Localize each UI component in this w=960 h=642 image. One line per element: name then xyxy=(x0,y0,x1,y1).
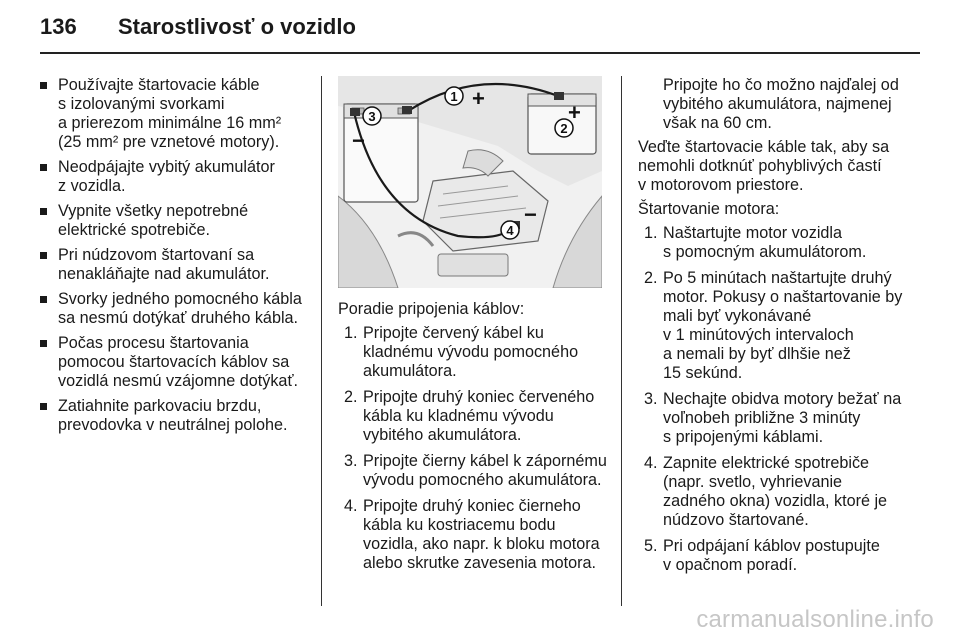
svg-text:4: 4 xyxy=(506,223,514,238)
bullet-text: Neodpájajte vybitý akumulátor z vozidla. xyxy=(58,158,275,195)
svg-text:2: 2 xyxy=(560,121,568,136)
column-divider-2 xyxy=(621,76,622,606)
left-column xyxy=(40,76,308,441)
list-item: 4. Zapnite elektrické spotrebiče (napr. svetlo, vyhrievanie zadného okna) vozidla, ktoré je núdzovo štartované. xyxy=(644,454,888,529)
svg-text:3: 3 xyxy=(368,109,376,124)
list-item: 1. Naštartujte motor vozidla s pomocným akumulátorom. xyxy=(644,224,867,261)
page-number: 136 xyxy=(40,14,77,39)
bullet-text: Používajte štartovacie káble s izolovanými svorkami a prierezom minimálne 16 mm² (25 mm² pre vznetové motory). xyxy=(58,76,282,151)
connection-order-intro: Poradie pripojenia káblov: xyxy=(338,300,525,318)
jump-start-illustration xyxy=(338,76,602,288)
list-item: 3. Pripojte čierny kábel k zápornému vývodu pomocného akumulátora. xyxy=(344,452,607,489)
list-item: 4. Pripojte druhý koniec čierneho kábla ku kostriacemu bodu vozidla, ako napr. k bloku motora alebo skrutke zavesenia motora. xyxy=(344,497,600,572)
bullet-text: Počas procesu štartovania pomocou štartovacích káblov sa vozidlá nesmú vzájomne dotýkať. xyxy=(58,334,299,390)
bullet-item xyxy=(40,76,308,152)
cable-routing-text: Veďte štartovacie káble tak, aby sa nemohli dotknúť pohyblivých častí v motorovom priestore. xyxy=(638,138,890,194)
bullet-text: Svorky jedného pomocného kábla sa nesmú dotýkať druhého kábla. xyxy=(58,290,302,327)
bullet-text: Pri núdzovom štartovaní sa nenakláňajte nad akumulátor. xyxy=(58,246,270,283)
callout-4 xyxy=(501,221,519,239)
bullet-item xyxy=(40,290,308,328)
bullet-item xyxy=(40,334,308,391)
bullet-item xyxy=(40,202,308,240)
bullet-item xyxy=(40,246,308,284)
header-rule xyxy=(40,52,920,54)
page-header xyxy=(0,0,960,60)
list-item: 1. Pripojte červený kábel ku kladnému vývodu pomocného akumulátora. xyxy=(344,324,579,380)
bullet-text: Vypnite všetky nepotrebné elektrické spotrebiče. xyxy=(58,202,249,239)
column-divider-1 xyxy=(321,76,322,606)
svg-text:1: 1 xyxy=(450,89,458,104)
callout-3 xyxy=(363,107,381,125)
list-item: 2. Po 5 minútach naštartujte druhý motor. Pokusy o naštartovanie by mali byť vykonávané v 1 minútových intervaloch a nemali by byť dlhšie než 15 sekúnd. xyxy=(644,269,903,382)
page-title: Starostlivosť o vozidlo xyxy=(118,14,356,39)
plus-sign-2: + xyxy=(568,100,581,125)
bullet-text: Zatiahnite parkovaciu brzdu, prevodovka v neutrálnej polohe. xyxy=(58,397,288,434)
list-item: 2. Pripojte druhý koniec červeného kábla ku kladnému vývodu vybitého akumulátora. xyxy=(344,388,595,444)
bullet-item xyxy=(40,158,308,196)
bullet-item xyxy=(40,397,308,435)
callout-1 xyxy=(445,87,463,105)
list-item: 3. Nechajte obidva motory bežať na voľnobeh približne 3 minúty s pripojenými káblami. xyxy=(644,390,902,446)
watermark: carmanualsonline.info xyxy=(696,606,934,633)
plus-sign-1: + xyxy=(472,86,485,111)
minus-sign-1: − xyxy=(352,128,365,153)
continuation-text: Pripojte ho čo možno najďalej od vybitého akumulátora, najmenej však na 60 cm. xyxy=(663,76,899,132)
list-item: 5. Pri odpájaní káblov postupujte v opačnom poradí. xyxy=(644,537,880,574)
engine-start-heading: Štartovanie motora: xyxy=(638,200,780,218)
minus-sign-2: − xyxy=(524,202,537,227)
right-column xyxy=(638,76,916,582)
